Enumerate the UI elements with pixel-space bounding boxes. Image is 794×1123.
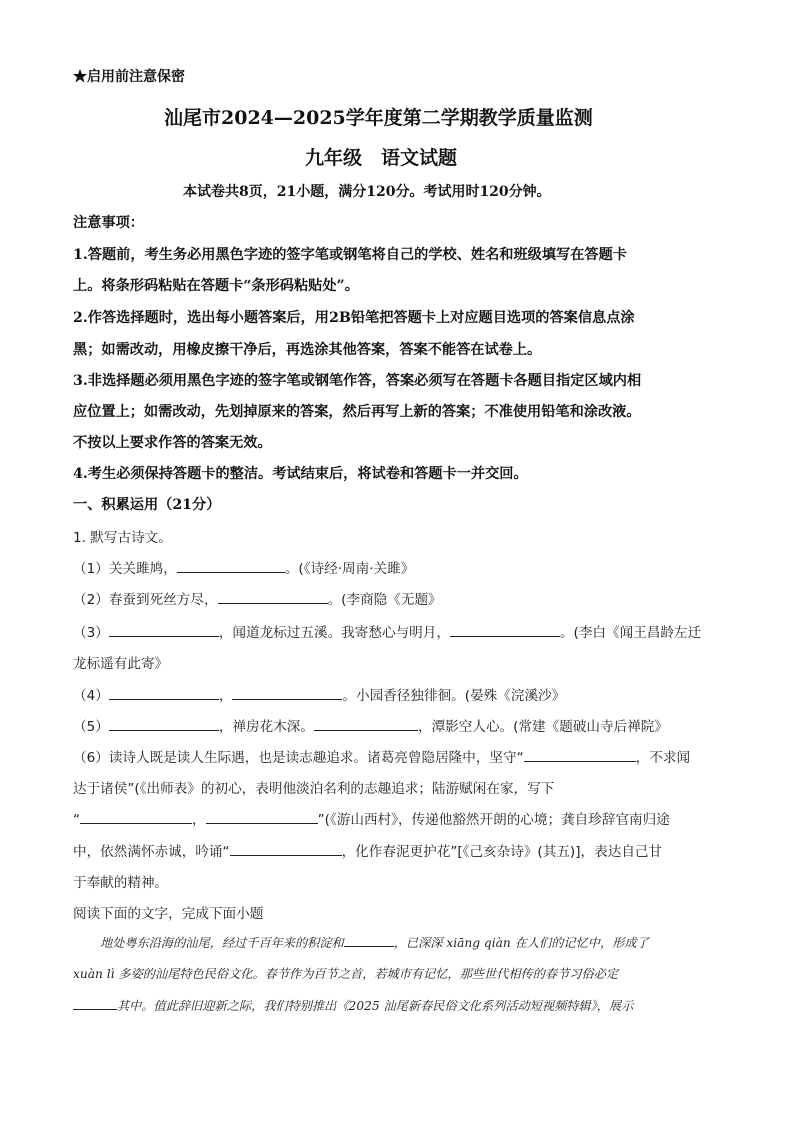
answer-blank[interactable] [206,811,318,824]
answer-blank[interactable] [230,843,342,856]
reading-passage-line: xuàn lì 多姿的汕尾特色民俗文化。春节作为百节之首，若城市有记忆，那些世代相传的春节习俗必定 [73,967,619,981]
question-1-item-2: （2）春蚕到死丝方尽， 。(李商隐《无题》 [73,592,442,608]
notice-line: 3.非选择题必须用黑色字迹的签字笔或钢笔作答，答案必须写在答题卡各题目指定区域内相 [73,373,642,389]
reading-intro: 阅读下面的文字，完成下面小题 [73,906,264,922]
notice-line: 不按以上要求作答的答案无效。 [73,435,272,451]
question-1-item-3: （3） ，闻道龙标过五溪。我寄愁心与明月， 。(李白《闻王昌龄左迁 [73,625,702,641]
question-1-item-6-line: 中，依然满怀赤诚，吟诵“ ，化作春泥更护花”[《己亥杂诗》(其五)]，表达自己甘 [73,844,663,860]
answer-blank[interactable] [232,687,342,700]
answer-blank[interactable] [109,624,219,637]
notice-heading: 注意事项： [73,215,144,231]
question-1-item-5: （5） ，禅房花木深。 ，潭影空人心。(常建《题破山寺后禅院》 [73,719,668,735]
answer-blank[interactable] [109,718,219,731]
exam-title: 汕尾市2024—2025学年度第二学期教学质量监测 [164,107,593,129]
answer-blank[interactable] [177,560,285,573]
exam-info: 本试卷共8页，21小题，满分120分。考试用时120分钟。 [183,184,551,200]
reading-passage-line: 地处粤东沿海的汕尾，经过千百年来的积淀和 ，已深深 xiāng qiàn 在人们的记忆中，形成了 [100,936,649,950]
notice-line: 上。将条形码粘贴在答题卡“条形码粘贴处”。 [73,278,359,294]
answer-blank[interactable] [524,749,636,762]
question-1-item-4: （4） ， 。小园香径独徘徊。(晏殊《浣溪沙》 [73,688,566,704]
confidential-mark: ★启用前注意保密 [73,69,185,85]
exam-subtitle: 九年级 语文试题 [305,147,458,169]
question-1-item-6-line: “ ， ”(《游山西村》，传递他豁然开朗的心境；龚自珍辞官南归途 [73,812,670,828]
notice-line: 应位置上；如需改动，先划掉原来的答案，然后再写上新的答案；不准使用铅笔和涂改液。 [73,404,641,420]
question-1-item-3-cont: 龙标遥有此寄》 [73,656,169,672]
answer-blank[interactable] [109,687,219,700]
notice-line: 1.答题前，考生务必用黑色字迹的签字笔或钢笔将自己的学校、姓名和班级填写在答题卡 [73,247,627,263]
reading-passage-line: 其中。值此辞旧迎新之际，我们特别推出《2025 汕尾新春民俗文化系列活动短视频特辑》，展示 [73,997,633,1014]
question-1-item-1: （1）关关雎鸠， 。(《诗经·周南·关雎》 [73,561,415,577]
answer-blank[interactable] [314,718,418,731]
question-1-item-6-line: 于奉献的精神。 [73,875,169,891]
question-1: 1. 默写古诗文。 [73,530,172,546]
answer-blank[interactable] [450,624,560,637]
notice-line: 4.考生必须保持答题卡的整洁。考试结束后，将试卷和答题卡一并交回。 [73,466,528,482]
notice-line: 黑；如需改动，用橡皮擦干净后，再选涂其他答案，答案不能答在试卷上。 [73,342,542,358]
answer-blank[interactable] [73,997,117,1010]
question-1-item-6-line: 达于诸侯”(《出师表》的初心，表明他淡泊名利的志趣追求；陆游赋闲在家，写下 [73,781,555,797]
section-heading: 一、积累运用（21分） [73,497,221,513]
answer-blank[interactable] [218,591,328,604]
answer-blank[interactable] [344,934,394,947]
answer-blank[interactable] [80,811,192,824]
notice-line: 2.作答选择题时，选出每小题答案后，用2B铅笔把答题卡上对应题目选项的答案信息点涂 [73,310,635,326]
question-1-item-6: （6）读诗人既是读人生际遇，也是读志趣追求。诸葛亮曾隐居隆中，坚守“ ，不求闻 [73,750,691,766]
